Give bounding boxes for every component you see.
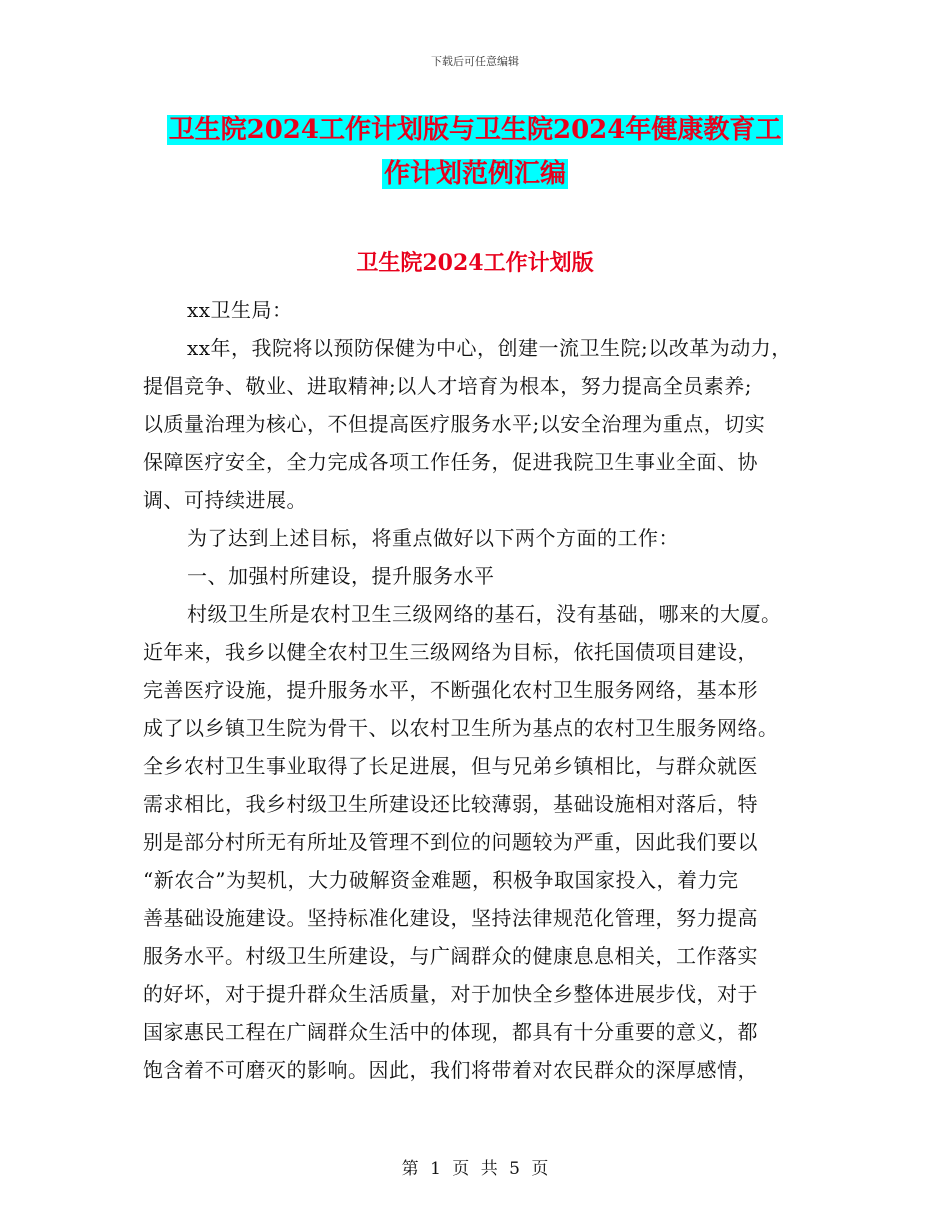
paragraph-line: xx年，我院将以预防保健为中心，创建一流卫生院;以改革为动力， xyxy=(187,336,792,360)
document-title-line-2 xyxy=(0,157,950,191)
header-note: 下载后可任意编辑 xyxy=(431,55,519,68)
page-footer: 第 1 页 共 5 页 xyxy=(401,1159,549,1179)
paragraph-line: “新农合”为契机，大力破解资金难题，积极争取国家投入，着力完 xyxy=(143,868,739,892)
section-heading: 卫生院2024工作计划版 xyxy=(356,250,594,276)
paragraph-line: 提倡竞争、敬业、进取精神;以人才培育为根本，努力提高全员素养; xyxy=(143,374,752,398)
paragraph-line: 的好坏，对于提升群众生活质量，对于加快全乡整体进展步伐，对于 xyxy=(143,982,758,1006)
paragraph-line: 饱含着不可磨灭的影响。因此，我们将带着对农民群众的深厚感情， xyxy=(143,1058,758,1082)
paragraph-line: 近年来，我乡以健全农村卫生三级网络为目标，依托国债项目建设， xyxy=(143,640,758,664)
paragraph-line: 以质量治理为核心，不但提高医疗服务水平;以安全治理为重点，切实 xyxy=(143,412,766,436)
paragraph-line: 保障医疗安全，全力完成各项工作任务，促进我院卫生事业全面、协 xyxy=(143,450,758,474)
document-title-line-1 xyxy=(0,113,950,147)
paragraph-line: 服务水平。村级卫生所建设，与广阔群众的健康息息相关，工作落实 xyxy=(143,944,758,968)
paragraph-line: 全乡农村卫生事业取得了长足进展，但与兄弟乡镇相比，与群众就医 xyxy=(143,754,758,778)
paragraph-line: 为了达到上述目标，将重点做好以下两个方面的工作： xyxy=(187,526,679,550)
salutation-line: xx卫生局： xyxy=(187,298,293,322)
paragraph-line: 完善医疗设施，提升服务水平，不断强化农村卫生服务网络，基本形 xyxy=(143,678,758,702)
title-highlight-1: 卫生院2024工作计划版与卫生院2024年健康教育工 xyxy=(168,115,782,145)
paragraph-line: 别是部分村所无有所址及管理不到位的问题较为严重，因此我们要以 xyxy=(143,830,758,854)
paragraph-line: 善基础设施建设。坚持标准化建设，坚持法律规范化管理，努力提高 xyxy=(143,906,758,930)
paragraph-line: 国家惠民工程在广阔群众生活中的体现，都具有十分重要的意义，都 xyxy=(143,1020,758,1044)
paragraph-line: 调、可持续进展。 xyxy=(143,488,307,512)
subsection-heading: 一、加强村所建设，提升服务水平 xyxy=(187,564,495,588)
paragraph-line: 需求相比，我乡村级卫生所建设还比较薄弱，基础设施相对落后，特 xyxy=(143,792,758,816)
paragraph-line: 成了以乡镇卫生院为骨干、以农村卫生所为基点的农村卫生服务网络。 xyxy=(143,716,779,740)
paragraph-line: 村级卫生所是农村卫生三级网络的基石，没有基础，哪来的大厦。 xyxy=(187,602,782,626)
title-highlight-2: 作计划范例汇编 xyxy=(383,159,566,189)
